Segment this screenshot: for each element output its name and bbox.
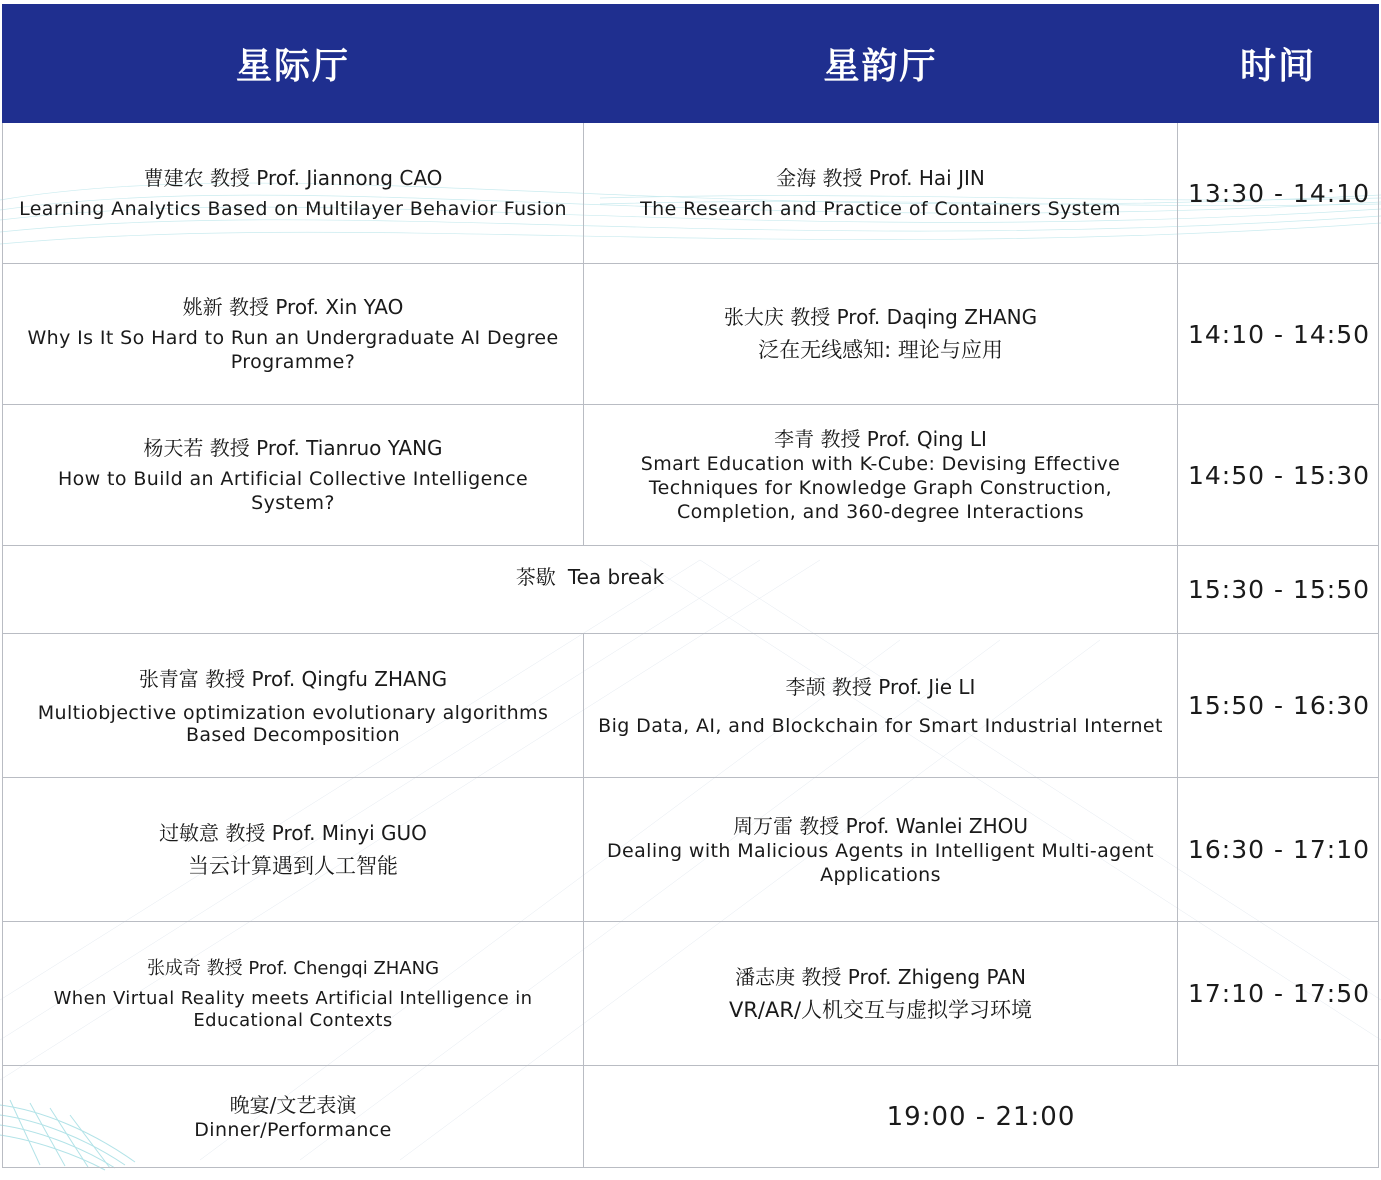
talk-title: Learning Analytics Based on Multilayer Behavior Fusion [19,198,567,220]
time-range: 16:30 - 17:10 [1188,835,1371,864]
talk-title: 当云计算遇到人工智能 [188,853,398,878]
session-cell-hall-b [584,405,1178,546]
schedule-table [2,4,1379,1168]
time-range: 14:10 - 14:50 [1188,319,1371,349]
header-row [3,5,1379,123]
dinner-en: Dinner/Performance [194,1118,392,1141]
table-row [3,123,1379,264]
speaker-name: 杨天若 教授 Prof. Tianruo YANG [143,436,443,460]
talk-title: Multiobjective optimization evolutionary algorithms Based Decomposition [37,701,549,746]
header-time: 时间 [1178,5,1379,123]
time-range: 15:50 - 16:30 [1188,691,1371,720]
session-time [1178,405,1379,546]
time-range: 17:10 - 17:50 [1188,979,1371,1008]
time-range: 19:00 - 21:00 [886,1101,1076,1132]
time-range: 13:30 - 14:10 [1188,178,1371,208]
speaker-name: 张成奇 教授 Prof. Chengqi ZHANG [146,957,440,979]
session-cell-hall-a [3,778,584,922]
session-cell-hall-a [3,123,584,264]
talk-title: The Research and Practice of Containers System [640,198,1121,220]
session-cell-hall-a [3,405,584,546]
talk-title: 泛在无线感知: 理论与应用 [758,338,1003,362]
dinner-cell [3,1066,584,1168]
speaker-name: 金海 教授 Prof. Hai JIN [776,166,985,190]
talk-title: Dealing with Malicious Agents in Intelligent Multi-agent Applications [607,839,1154,886]
session-cell-hall-b [584,123,1178,264]
session-time [1178,634,1379,778]
session-time [1178,123,1379,264]
tea-break-cell [3,546,1178,634]
tea-break-cn: 茶歇 [515,565,556,589]
table-row [3,634,1379,778]
speaker-name: 过敏意 教授 Prof. Minyi GUO [159,820,427,845]
speaker-name: 李颉 教授 Prof. Jie LI [785,674,976,699]
table-row [3,546,1379,634]
speaker-name: 姚新 教授 Prof. Xin YAO [182,295,404,319]
speaker-name: 张青富 教授 Prof. Qingfu ZHANG [138,666,448,691]
session-time [1178,778,1379,922]
speaker-name: 曹建农 教授 Prof. Jiannong CAO [143,166,443,190]
dinner-time-cell [584,1066,1379,1168]
table-row [3,922,1379,1066]
session-cell-hall-a [3,922,584,1066]
time-range: 15:30 - 15:50 [1188,575,1371,604]
speaker-name: 张大庆 教授 Prof. Daqing ZHANG [723,305,1038,329]
table-row [3,778,1379,922]
table-row [3,405,1379,546]
session-cell-hall-b [584,778,1178,922]
talk-title: How to Build an Artificial Collective Intelligence System? [57,468,529,514]
talk-title: Why Is It So Hard to Run an Undergraduate AI Degree Programme? [27,327,559,373]
talk-title: When Virtual Reality meets Artificial Intelligence in Educational Contexts [53,987,533,1031]
session-time [1178,546,1379,634]
session-time [1178,264,1379,405]
talk-title: VR/AR/人机交互与虚拟学习环境 [728,997,1033,1022]
session-cell-hall-b [584,922,1178,1066]
talk-title: Big Data, AI, and Blockchain for Smart Industrial Internet [598,714,1163,737]
dinner-cn: 晚宴/文艺表演 [229,1092,357,1117]
header-hall-b: 星韵厅 [584,5,1178,123]
session-time [1178,922,1379,1066]
session-cell-hall-b [584,264,1178,405]
session-cell-hall-b [584,634,1178,778]
speaker-name: 周万雷 教授 Prof. Wanlei ZHOU [732,813,1029,838]
time-range: 14:50 - 15:30 [1188,460,1371,490]
tea-break-en: Tea break [567,565,665,589]
session-cell-hall-a [3,634,584,778]
table-row [3,264,1379,405]
speaker-name: 李青 教授 Prof. Qing LI [774,427,987,451]
table-row [3,1066,1379,1168]
header-hall-a: 星际厅 [3,5,584,123]
talk-title: Smart Education with K-Cube: Devising Effective Techniques for Knowledge Graph Construction, Completion, and 360-degree Interactions [640,453,1121,523]
session-cell-hall-a [3,264,584,405]
speaker-name: 潘志庚 教授 Prof. Zhigeng PAN [735,964,1026,989]
